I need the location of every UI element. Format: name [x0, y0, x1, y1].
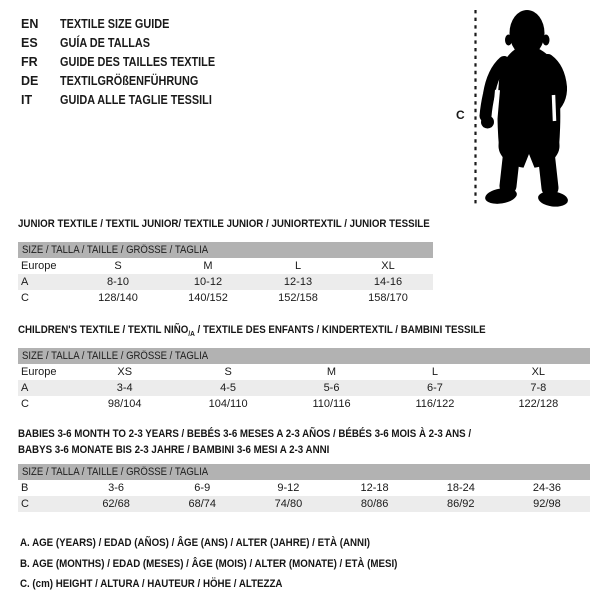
language-list: [21, 14, 238, 109]
row-label: Europe: [21, 260, 57, 272]
baby-left-ear: [505, 35, 512, 46]
size-cell: 9-12: [277, 482, 300, 494]
baby-head: [510, 10, 545, 56]
size-cell: XL: [531, 366, 546, 378]
size-cell: 86/92: [447, 498, 475, 510]
language-row: [21, 90, 238, 109]
size-cell: 6-9: [194, 482, 211, 494]
row-label: A: [21, 382, 29, 394]
language-row: [21, 71, 238, 90]
junior-table: [18, 242, 433, 306]
size-cell: 3-6: [108, 482, 125, 494]
size-cell: L: [431, 366, 438, 378]
junior-row-c: [18, 290, 433, 306]
babies-table: [18, 464, 590, 512]
left-arm-gap: [494, 90, 498, 130]
babies-row-c: [18, 496, 590, 512]
babies-table-title: [18, 427, 539, 459]
baby-figure: [448, 0, 598, 215]
junior-table-title: [18, 217, 491, 233]
language-code: FR: [21, 54, 38, 69]
language-code: EN: [21, 16, 39, 31]
row-label: Europe: [21, 366, 57, 378]
row-label: B: [21, 482, 29, 494]
size-cell: 68/74: [188, 498, 217, 510]
note-line: C. (cm) HEIGHT / ALTURA / HAUTEUR / HÖHE / ALTEZZA: [20, 578, 283, 591]
baby-left-fist: [481, 116, 494, 129]
row-label: C: [21, 292, 29, 304]
children-table: [18, 348, 590, 412]
junior-row-a: [18, 274, 433, 290]
size-cell: 110/116: [312, 398, 351, 410]
size-cell: 80/86: [360, 498, 389, 510]
size-cell: 7-8: [530, 382, 547, 394]
size-cell: 10-12: [193, 276, 223, 288]
babies-table-title-line: BABIES 3-6 MONTH TO 2-3 YEARS / BEBÉS 3-6 MESES A 2-3 AÑOS / BÉBÉS 3-6 MOIS À 2-3 ANS /: [18, 428, 472, 440]
size-cell: 74/80: [274, 498, 303, 510]
size-cell: 92/98: [533, 498, 561, 510]
babies-row-b: [18, 480, 590, 496]
size-cell: 62/68: [102, 498, 130, 510]
junior-table-title-line: JUNIOR TEXTILE / TEXTIL JUNIOR/ TEXTILE JUNIOR / JUNIORTEXTIL / JUNIOR TESSILE: [18, 218, 430, 230]
size-cell: XS: [117, 366, 133, 378]
size-header-band: SIZE / TALLA / TAILLE / GRÖSSE / TAGLIA: [18, 348, 590, 364]
language-code: DE: [21, 73, 39, 88]
size-cell: L: [294, 260, 302, 272]
size-cell: M: [203, 260, 213, 272]
row-label: C: [21, 498, 29, 510]
note-line: A. AGE (YEARS) / EDAD (AÑOS) / ÂGE (ANS) / ALTER (JAHRE) / ETÀ (ANNI): [20, 537, 371, 549]
children-table-title: [18, 323, 555, 339]
size-cell: S: [224, 366, 232, 378]
language-title: GUIDE DES TAILLES TEXTILE: [60, 54, 216, 69]
size-cell: 14-16: [373, 276, 403, 288]
size-cell: 3-4: [116, 382, 133, 394]
language-title: TEXTILGRÖßENFÜHRUNG: [60, 73, 199, 88]
language-title: GUÍA DE TALLAS: [60, 35, 151, 50]
size-cell: 5-6: [323, 382, 340, 394]
row-label: A: [21, 276, 29, 288]
language-title: TEXTILE SIZE GUIDE: [60, 16, 170, 31]
language-row: [21, 52, 238, 71]
baby-left-leg: [508, 150, 512, 186]
size-cell: S: [114, 260, 122, 272]
size-cell: 8-10: [106, 276, 130, 288]
right-hand-gap: [554, 95, 555, 121]
size-cell: 24-36: [532, 482, 562, 494]
babies-table-title-line: BABYS 3-6 MONATE BIS 2-3 JAHRE / BAMBINI 3-6 MESI A 2-3 ANNI: [18, 444, 330, 456]
children-row-a: [18, 380, 590, 396]
size-cell: 104/110: [208, 398, 248, 410]
baby-right-leg: [546, 152, 550, 188]
size-cell: 152/158: [278, 292, 318, 304]
size-cell: XL: [381, 260, 395, 272]
size-cell: 128/140: [98, 292, 138, 304]
size-cell: M: [326, 366, 337, 378]
size-cell: 158/170: [368, 292, 408, 304]
children-table-title-line: CHILDREN'S TEXTILE / TEXTIL $NIÑO_{/A}$ / TEXTILE DES ENFANTS / KINDERTEXTIL / BAMBINI TESSILE: [18, 324, 486, 338]
size-cell: 12-13: [283, 276, 313, 288]
size-cell: 122/128: [518, 398, 559, 410]
junior-row-europe: [18, 258, 433, 274]
size-cell: 12-18: [360, 482, 389, 494]
language-title: GUIDA ALLE TAGLIE TESSILI: [60, 92, 212, 107]
size-cell: 6-7: [426, 382, 443, 394]
size-cell: 98/104: [107, 398, 142, 410]
size-header-band: SIZE / TALLA / TAILLE / GRÖSSE / TAGLIA: [18, 464, 590, 480]
language-row: [21, 14, 238, 33]
row-label: C: [21, 398, 29, 410]
note-line: B. AGE (MONTHS) / EDAD (MESES) / ÂGE (MOIS) / ALTER (MONATE) / ETÀ (MESI): [20, 557, 398, 570]
language-code: IT: [21, 92, 33, 107]
children-row-europe: [18, 364, 590, 380]
baby-right-ear: [543, 35, 550, 46]
size-cell: 4-5: [220, 382, 237, 394]
measurement-notes: [20, 537, 454, 599]
language-row: [21, 33, 238, 52]
size-header-band: SIZE / TALLA / TAILLE / GRÖSSE / TAGLIA: [18, 242, 433, 258]
size-cell: 116/122: [415, 398, 455, 410]
baby-silhouette-icon: [481, 10, 569, 208]
children-row-c: [18, 396, 590, 412]
size-cell: 18-24: [446, 482, 475, 494]
height-measure-label: C: [456, 108, 465, 122]
language-code: ES: [21, 35, 38, 50]
size-cell: 140/152: [188, 292, 228, 304]
baby-right-foot: [537, 190, 569, 209]
